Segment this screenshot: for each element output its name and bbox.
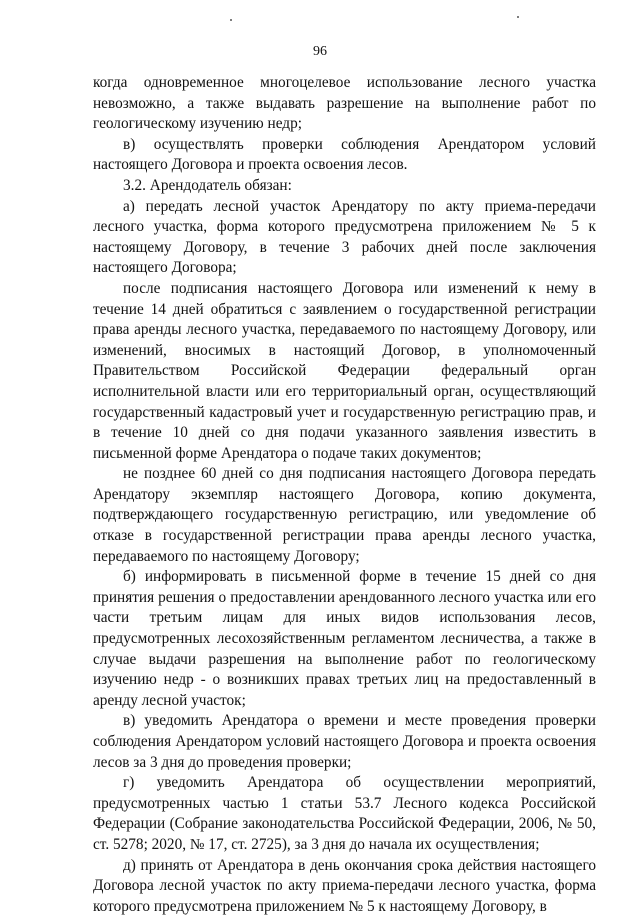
paragraph: в) уведомить Арендатора о времени и месте проведения проверки соблюдения Арендатором условий настоящего Договора и проекта освоения лесов за 3 дня до проведения проверки; bbox=[93, 712, 596, 771]
paragraph: когда одновременное многоцелевое использование лесного участка невозможно, а также выдавать разрешение на выполнение работ по геологическому изучению недр; bbox=[93, 74, 596, 133]
paragraph: после подписания настоящего Договора или изменений к нему в течение 14 дней обратиться с заявлением о государственной регистрации права аренды лесного участка, передаваемого по настоящему Договору, или изменений, вносимых в настоящий Договор, в уполномоченный Правительством Российской Федерации федеральный орган исполнительной власти или его территориальный орган, осуществляющий государственный кадастровый учет и государственную регистрацию прав, и в течение 10 дней со дня подачи указанного заявления известить в письменной форме Арендатора о подаче таких документов; bbox=[93, 279, 596, 462]
paragraph: г) уведомить Арендатора об осуществлении мероприятий, предусмотренных частью 1 статьи 53.7 Лесного кодекса Российской Федерации (Собрание законодательства Российской Федерации, 2006, № 50, ст. 5278; 2020, № 17, ст. 2725), за 3 дня до начала их осуществления; bbox=[93, 774, 596, 853]
document-body bbox=[93, 73, 596, 917]
paragraph: д) принять от Арендатора в день окончания срока действия настоящего Договора лесной участок по акту приема-передачи лесного участка, форма которого предусмотрена приложением № 5 к настоящему Договору, в bbox=[93, 856, 596, 915]
paragraph: в) осуществлять проверки соблюдения Арендатором условий настоящего Договора и проекта освоения лесов. bbox=[93, 135, 596, 174]
paragraph: б) информировать в письменной форме в течение 15 дней со дня принятия решения о предоставлении арендованного лесного участка или его части третьим лицам для иных видов использования лесов, предусмотренных лесохозяйственным регламентом лесничества, а также в случае выдачи разрешения на выполнение работ по геологическому изучению недр - о возникших правах третьих лиц на предоставленный в аренду лесной участок; bbox=[93, 568, 596, 709]
paragraph: а) передать лесной участок Арендатору по акту приема-передачи лесного участка, форма которого предусмотрена приложением № 5 к настоящему Договору, в течение 3 рабочих дней после заключения настоящего Договора; bbox=[93, 197, 596, 277]
scan-speck bbox=[230, 19, 232, 21]
paragraph: не позднее 60 дней со дня подписания настоящего Договора передать Арендатору экземпляр настоящего Договора, копию документа, подтверждающего государственную регистрацию, или уведомление об отказе в государственной регистрации права аренды лесного участка, передаваемого по настоящему Договору; bbox=[93, 465, 596, 565]
page-number: 96 bbox=[313, 44, 327, 59]
section-heading: 3.2. Арендодатель обязан: bbox=[123, 176, 292, 194]
scan-speck bbox=[517, 16, 519, 18]
